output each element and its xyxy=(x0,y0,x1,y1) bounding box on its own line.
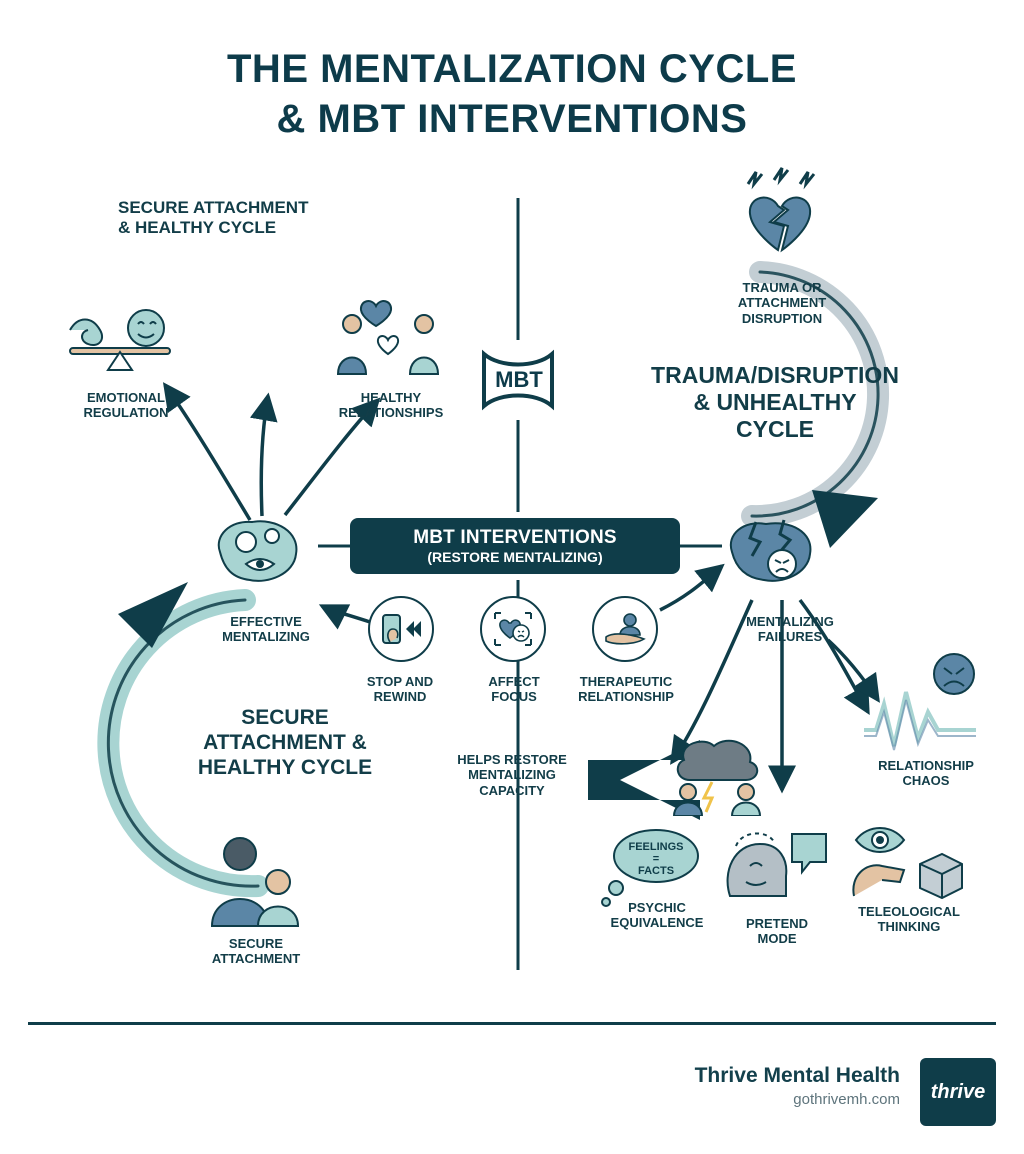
emotional-regulation-label-line2: REGULATION xyxy=(83,405,169,421)
mbt-badge-label: MBT xyxy=(495,367,543,392)
restore-capacity-note-line3: CAPACITY xyxy=(479,782,545,798)
heading-secure-cycle-bottom-line3: HEALTHY CYCLE xyxy=(197,755,373,779)
page-title-line1: THE MENTALIZATION CYCLE xyxy=(227,47,797,91)
relationship-chaos-label xyxy=(846,758,1006,789)
mentalizing-failures-label-line1: MENTALIZING xyxy=(746,614,834,629)
relationship-chaos-label-line2: CHAOS xyxy=(902,773,950,789)
effective-mentalizing-label-line1: EFFECTIVE xyxy=(230,614,302,629)
secure-attachment-label-line2: ATTACHMENT xyxy=(211,951,301,967)
heading-secure-cycle-top xyxy=(118,198,418,238)
intervention-affect-focus-line2: FOCUS xyxy=(491,689,537,705)
heading-secure-cycle-bottom-line1: SECURE xyxy=(241,706,329,729)
mentalizing-failures-label-line2: FAILURES xyxy=(757,629,823,645)
mentalizing-failures-icon xyxy=(722,512,822,592)
relationship-chaos-label-line1: RELATIONSHIP xyxy=(878,758,974,773)
intervention-therapeutic-relationship[interactable] xyxy=(592,596,658,662)
psychic-equivalence-label-line2: EQUIVALENCE xyxy=(610,915,704,931)
heading-trauma-cycle-line3: CYCLE xyxy=(736,416,814,443)
trauma-disruption-label xyxy=(692,280,872,326)
intervention-therapeutic-relationship-line1: THERAPEUTIC xyxy=(579,674,673,689)
pretend-mode-label-line2: MODE xyxy=(757,931,797,947)
secure-attachment-icon xyxy=(196,832,316,928)
thrive-logo-text: thrive xyxy=(930,1080,986,1103)
healthy-relationships-label-line2: RELATIONSHIPS xyxy=(338,405,444,421)
psychic-equivalence-icon xyxy=(598,826,708,910)
open-hand-person-icon xyxy=(604,611,646,647)
trauma-disruption-icon xyxy=(726,166,836,274)
svg-text:FACTS: FACTS xyxy=(637,865,675,877)
footer-url[interactable]: gothrivemh.com xyxy=(793,1091,900,1108)
mbt-interventions-bar-line2: (RESTORE MENTALIZING) xyxy=(427,549,603,566)
mbt-interventions-bar[interactable] xyxy=(350,518,680,574)
healthy-relationships-icon xyxy=(330,296,450,382)
intervention-stop-and-rewind[interactable] xyxy=(368,596,434,662)
restore-capacity-note-line2: MENTALIZING xyxy=(468,767,556,783)
storm-conflict-icon xyxy=(660,726,780,816)
healthy-relationships-label-line1: HEALTHY xyxy=(360,390,422,405)
heading-secure-cycle-top-line1: SECURE ATTACHMENT xyxy=(118,198,309,217)
intervention-therapeutic-relationship-line2: RELATIONSHIP xyxy=(578,689,674,705)
svg-text:=: = xyxy=(652,853,660,865)
teleological-thinking-icon xyxy=(846,818,966,902)
mentalizing-failures-label xyxy=(700,614,880,645)
hand-rewind-icon xyxy=(381,612,421,646)
footer xyxy=(0,1040,1024,1154)
secure-attachment-label-line1: SECURE xyxy=(228,936,284,951)
heart-face-focus-icon xyxy=(493,611,533,647)
intervention-affect-focus[interactable] xyxy=(480,596,546,662)
footer-divider xyxy=(28,1022,996,1025)
trauma-disruption-label-line2: ATTACHMENT xyxy=(737,295,827,311)
heading-trauma-cycle-line2: & UNHEALTHY xyxy=(693,389,857,416)
mbt-interventions-bar-line1: MBT INTERVENTIONS xyxy=(413,526,617,548)
emotional-regulation-label xyxy=(36,390,216,421)
secure-attachment-label xyxy=(166,936,346,967)
heading-trauma-cycle xyxy=(630,362,920,443)
effective-mentalizing-label-line2: MENTALIZING xyxy=(222,629,310,645)
page-title xyxy=(0,44,1024,144)
psychic-equivalence-label-line1: PSYCHIC xyxy=(628,900,686,915)
effective-mentalizing-icon xyxy=(206,512,316,592)
intervention-stop-and-rewind-line1: STOP AND xyxy=(366,674,434,689)
trauma-disruption-label-line1: TRAUMA OR xyxy=(742,280,822,295)
effective-mentalizing-label xyxy=(176,614,356,645)
relationship-chaos-icon xyxy=(858,650,988,756)
pretend-mode-label-line1: PRETEND xyxy=(745,916,809,931)
teleological-thinking-label xyxy=(826,904,992,935)
heading-secure-cycle-top-line2: & HEALTHY CYCLE xyxy=(118,218,277,238)
healthy-relationships-label xyxy=(296,390,486,421)
pretend-mode-icon xyxy=(716,826,830,908)
page-title-line2: & MBT INTERVENTIONS xyxy=(276,97,748,141)
footer-brand-name: Thrive Mental Health xyxy=(694,1064,900,1087)
intervention-affect-focus-line1: AFFECT xyxy=(488,674,540,689)
intervention-stop-and-rewind-label xyxy=(338,674,462,705)
footer-brand-block xyxy=(695,1064,900,1108)
heading-trauma-cycle-line1: TRAUMA/DISRUPTION xyxy=(651,362,899,388)
heading-secure-cycle-bottom-line2: ATTACHMENT & xyxy=(203,730,367,754)
teleological-thinking-label-line1: TELEOLOGICAL xyxy=(858,904,960,919)
heading-secure-cycle-bottom xyxy=(150,706,420,780)
arrow-mentalizing-to-up xyxy=(261,396,268,516)
intervention-stop-and-rewind-line2: REWIND xyxy=(373,689,427,705)
restore-capacity-note xyxy=(432,752,592,798)
emotional-regulation-label-line1: EMOTIONAL xyxy=(87,390,165,405)
restore-capacity-note-line1: HELPS RESTORE xyxy=(457,752,567,767)
emotional-regulation-icon xyxy=(58,300,188,380)
thrive-logo xyxy=(920,1058,996,1126)
intervention-therapeutic-relationship-label xyxy=(556,674,696,705)
trauma-disruption-label-line3: DISRUPTION xyxy=(741,310,823,326)
svg-text:FEELINGS: FEELINGS xyxy=(628,841,684,853)
teleological-thinking-label-line2: THINKING xyxy=(877,919,941,935)
